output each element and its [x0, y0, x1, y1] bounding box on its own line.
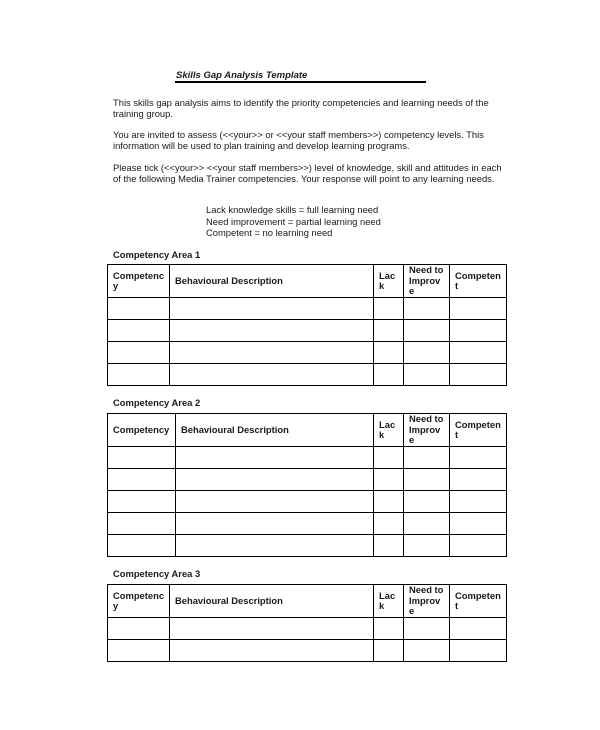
cell-lack[interactable]	[374, 513, 404, 535]
header-behavioural-description: Behavioural Description	[170, 585, 374, 618]
cell-competent[interactable]	[450, 618, 507, 640]
cell-description[interactable]	[176, 447, 374, 469]
cell-description[interactable]	[176, 491, 374, 513]
cell-lack[interactable]	[374, 320, 404, 342]
header-competent: Competen t	[450, 414, 507, 447]
area-2-label: Competency Area 2	[113, 397, 201, 408]
cell-competent[interactable]	[450, 469, 507, 491]
cell-competency[interactable]	[108, 618, 170, 640]
header-need-to-improve: Need to Improv e	[404, 585, 450, 618]
cell-competency[interactable]	[108, 320, 170, 342]
cell-competency[interactable]	[108, 491, 176, 513]
cell-lack[interactable]	[374, 469, 404, 491]
cell-competent[interactable]	[450, 535, 507, 557]
cell-need-to-improve[interactable]	[404, 618, 450, 640]
cell-competent[interactable]	[450, 342, 507, 364]
header-competent: Competen t	[450, 585, 507, 618]
cell-need-to-improve[interactable]	[404, 535, 450, 557]
document-title: Skills Gap Analysis Template	[176, 70, 308, 81]
cell-need-to-improve[interactable]	[404, 320, 450, 342]
cell-lack[interactable]	[374, 618, 404, 640]
area-2-table	[107, 413, 507, 557]
cell-description[interactable]	[170, 320, 374, 342]
cell-competent[interactable]	[450, 447, 507, 469]
header-competency: Competency	[108, 414, 176, 447]
title-underline	[175, 81, 426, 83]
area-3-table	[107, 584, 507, 662]
cell-need-to-improve[interactable]	[404, 513, 450, 535]
cell-need-to-improve[interactable]	[404, 491, 450, 513]
cell-competent[interactable]	[450, 320, 507, 342]
cell-competency[interactable]	[108, 298, 170, 320]
cell-competency[interactable]	[108, 364, 170, 386]
table-row	[108, 491, 507, 513]
instruction-paragraph: Please tick (<<your>> <<your staff members>>) level of knowledge, skill and attitudes in each of the following Media Trainer competencies. Your response will point to any learning needs.	[113, 162, 502, 184]
cell-competency[interactable]	[108, 447, 176, 469]
table-row	[108, 298, 507, 320]
cell-lack[interactable]	[374, 364, 404, 386]
cell-lack[interactable]	[374, 447, 404, 469]
header-lack: Lac k	[374, 265, 404, 298]
area-1-table	[107, 264, 507, 386]
table-row	[108, 447, 507, 469]
header-competency: Competenc y	[108, 585, 170, 618]
table-row	[108, 364, 507, 386]
intro-paragraph: This skills gap analysis aims to identify the priority competencies and learning needs of the training group.	[113, 97, 489, 119]
cell-competency[interactable]	[108, 640, 170, 662]
cell-description[interactable]	[176, 513, 374, 535]
cell-need-to-improve[interactable]	[404, 298, 450, 320]
table-row	[108, 618, 507, 640]
cell-lack[interactable]	[374, 491, 404, 513]
cell-lack[interactable]	[374, 535, 404, 557]
cell-competent[interactable]	[450, 513, 507, 535]
area-1-label: Competency Area 1	[113, 249, 201, 260]
cell-description[interactable]	[170, 298, 374, 320]
cell-description[interactable]	[176, 535, 374, 557]
header-need-to-improve: Need to Improv e	[404, 414, 450, 447]
cell-competent[interactable]	[450, 640, 507, 662]
table-row	[108, 640, 507, 662]
header-lack: Lac k	[374, 585, 404, 618]
header-competent: Competen t	[450, 265, 507, 298]
cell-need-to-improve[interactable]	[404, 469, 450, 491]
table-row	[108, 320, 507, 342]
header-lack: Lac k	[374, 414, 404, 447]
cell-need-to-improve[interactable]	[404, 364, 450, 386]
cell-need-to-improve[interactable]	[404, 640, 450, 662]
header-need-to-improve: Need to Improv e	[404, 265, 450, 298]
header-competency: Competenc y	[108, 265, 170, 298]
cell-competent[interactable]	[450, 298, 507, 320]
cell-lack[interactable]	[374, 298, 404, 320]
cell-lack[interactable]	[374, 342, 404, 364]
assessment-paragraph: You are invited to assess (<<your>> or <<your staff members>>) competency levels. This information will be used to plan training and develop learning programs.	[113, 129, 484, 151]
cell-description[interactable]	[170, 342, 374, 364]
cell-description[interactable]	[170, 618, 374, 640]
cell-competency[interactable]	[108, 535, 176, 557]
cell-need-to-improve[interactable]	[404, 342, 450, 364]
cell-competency[interactable]	[108, 513, 176, 535]
header-behavioural-description: Behavioural Description	[176, 414, 374, 447]
cell-description[interactable]	[176, 469, 374, 491]
table-row	[108, 342, 507, 364]
cell-lack[interactable]	[374, 640, 404, 662]
area-3-label: Competency Area 3	[113, 568, 201, 579]
cell-competency[interactable]	[108, 469, 176, 491]
cell-competent[interactable]	[450, 364, 507, 386]
cell-description[interactable]	[170, 640, 374, 662]
cell-competent[interactable]	[450, 491, 507, 513]
legend-item-improve: Need improvement = partial learning need	[206, 215, 381, 227]
cell-competency[interactable]	[108, 342, 170, 364]
cell-description[interactable]	[170, 364, 374, 386]
header-behavioural-description: Behavioural Description	[170, 265, 374, 298]
rating-legend	[206, 204, 381, 239]
table-row	[108, 535, 507, 557]
table-row	[108, 469, 507, 491]
cell-need-to-improve[interactable]	[404, 447, 450, 469]
legend-item-lack: Lack knowledge skills = full learning need	[206, 204, 379, 215]
table-row	[108, 513, 507, 535]
legend-item-competent: Competent = no learning need	[206, 227, 333, 238]
